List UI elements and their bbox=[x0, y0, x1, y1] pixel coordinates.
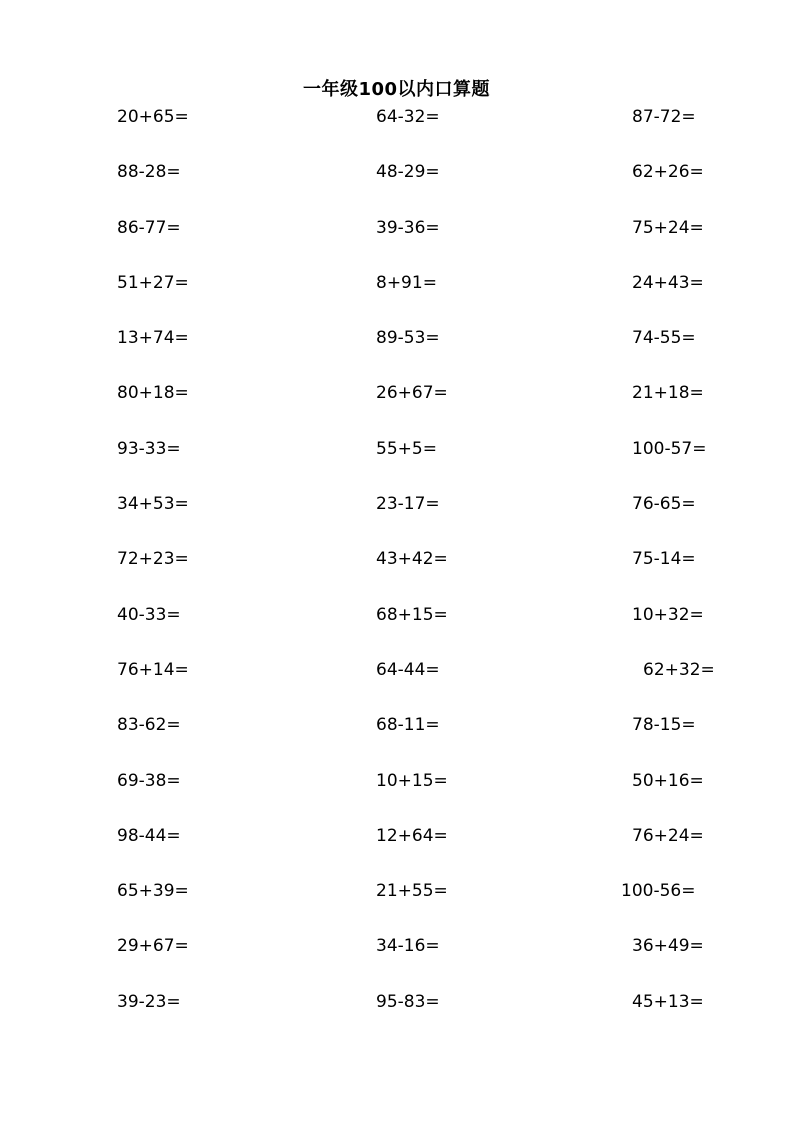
problem-item: 36+49= bbox=[632, 936, 704, 957]
problem-item: 65+39= bbox=[117, 881, 189, 902]
problem-row bbox=[0, 604, 793, 659]
problem-row bbox=[0, 825, 793, 880]
problem-item: 21+55= bbox=[376, 881, 448, 902]
problem-row bbox=[0, 106, 793, 161]
problem-item: 50+16= bbox=[632, 770, 704, 791]
problem-item: 62+32= bbox=[643, 659, 715, 680]
problem-item: 88-28= bbox=[117, 162, 181, 183]
problem-item: 12+64= bbox=[376, 825, 448, 846]
problem-item: 45+13= bbox=[632, 991, 704, 1012]
problem-item: 13+74= bbox=[117, 328, 189, 349]
problem-item: 39-23= bbox=[117, 991, 181, 1012]
problem-item: 86-77= bbox=[117, 217, 181, 238]
problem-item: 68-11= bbox=[376, 715, 440, 736]
problem-row bbox=[0, 438, 793, 493]
problem-item: 62+26= bbox=[632, 162, 704, 183]
problem-row bbox=[0, 935, 793, 990]
problem-item: 51+27= bbox=[117, 272, 189, 293]
problem-item: 26+67= bbox=[376, 383, 448, 404]
problem-row bbox=[0, 548, 793, 603]
problem-item: 39-36= bbox=[376, 217, 440, 238]
problem-item: 20+65= bbox=[117, 107, 189, 127]
problem-item: 72+23= bbox=[117, 549, 189, 570]
problem-row bbox=[0, 714, 793, 769]
problem-item: 93-33= bbox=[117, 438, 181, 459]
problem-item: 69-38= bbox=[117, 770, 181, 791]
problem-item: 78-15= bbox=[632, 715, 696, 736]
problem-row bbox=[0, 161, 793, 216]
problem-item: 89-53= bbox=[376, 328, 440, 349]
problem-row bbox=[0, 880, 793, 935]
problem-item: 100-57= bbox=[632, 438, 707, 459]
problem-item: 76+24= bbox=[632, 825, 704, 846]
problem-item: 55+5= bbox=[376, 438, 437, 459]
problem-item: 87-72= bbox=[632, 107, 696, 127]
page-title: 一年级100以内口算题 bbox=[302, 79, 491, 100]
problem-item: 64-32= bbox=[376, 107, 440, 127]
problem-row bbox=[0, 991, 793, 1046]
problem-item: 83-62= bbox=[117, 715, 181, 736]
problem-item: 43+42= bbox=[376, 549, 448, 570]
problem-item: 21+18= bbox=[632, 383, 704, 404]
problem-item: 34-16= bbox=[376, 936, 440, 957]
problem-item: 34+53= bbox=[117, 494, 189, 515]
problem-item: 64-44= bbox=[376, 659, 440, 680]
problem-item: 76+14= bbox=[117, 659, 189, 680]
problem-item: 75-14= bbox=[632, 549, 696, 570]
problem-item: 8+91= bbox=[376, 272, 437, 293]
problem-item: 23-17= bbox=[376, 494, 440, 515]
problem-item: 40-33= bbox=[117, 604, 181, 625]
problem-item: 74-55= bbox=[632, 328, 696, 349]
problem-item: 68+15= bbox=[376, 604, 448, 625]
problem-row bbox=[0, 272, 793, 327]
problem-item: 10+32= bbox=[632, 604, 704, 625]
problem-item: 98-44= bbox=[117, 825, 181, 846]
problem-item: 29+67= bbox=[117, 936, 189, 957]
problem-row bbox=[0, 382, 793, 437]
problem-row bbox=[0, 659, 793, 714]
problem-row bbox=[0, 493, 793, 548]
problem-grid bbox=[0, 106, 793, 1046]
problem-row bbox=[0, 770, 793, 825]
problem-item: 80+18= bbox=[117, 383, 189, 404]
problem-item: 95-83= bbox=[376, 991, 440, 1012]
problem-item: 24+43= bbox=[632, 272, 704, 293]
problem-item: 100-56= bbox=[621, 881, 696, 902]
problem-row bbox=[0, 217, 793, 272]
problem-item: 48-29= bbox=[376, 162, 440, 183]
problem-row bbox=[0, 327, 793, 382]
problem-item: 75+24= bbox=[632, 217, 704, 238]
problem-item: 10+15= bbox=[376, 770, 448, 791]
problem-item: 76-65= bbox=[632, 494, 696, 515]
